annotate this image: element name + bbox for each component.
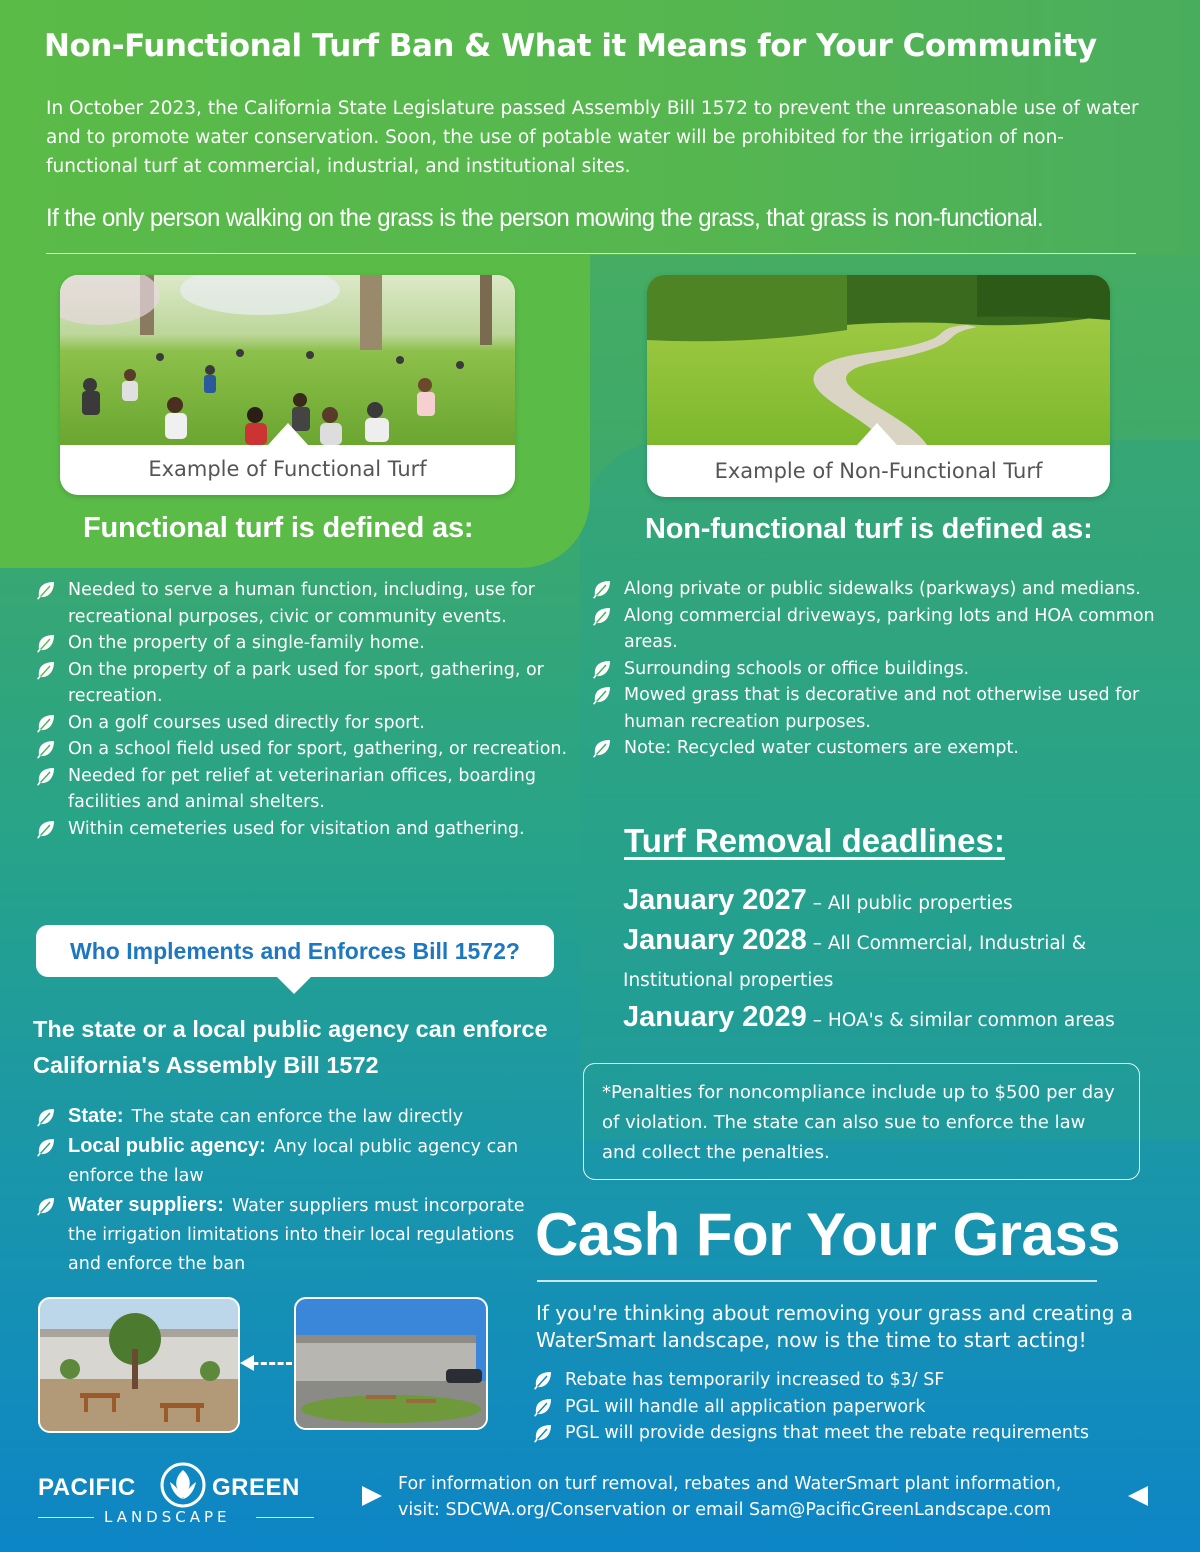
cash-divider [537,1280,1097,1282]
leaf-logo-icon [160,1462,206,1508]
logo-word-green: GREEN [212,1474,300,1501]
logo-word-pacific: PACIFIC [38,1474,136,1501]
footer-info-line1: For information on turf removal, rebates and WaterSmart plant information, [398,1474,1062,1494]
nonfunctional-turf-card [647,275,1110,497]
arrow-left-icon [240,1355,254,1371]
before-site-photo [294,1297,488,1430]
list-item: Needed to serve a human function, including, use for recreational purposes, civic or community events. [36,577,584,630]
leaf-icon [36,766,56,786]
leaf-icon [36,1137,56,1157]
list-item: Mowed grass that is decorative and not otherwise used for human recreation purposes. [592,682,1167,735]
leaf-icon [533,1423,553,1443]
page-title: Non-Functional Turf Ban & What it Means for Your Community [44,28,1097,64]
pacific-green-logo[interactable] [38,1462,318,1532]
list-item: State: The state can enforce the law directly [36,1102,536,1132]
list-item: Rebate has temporarily increased to $3/ SF [533,1367,1173,1394]
leaf-icon [592,659,612,679]
deadlines-list [623,882,1143,1039]
intro-paragraph: In October 2023, the California State Legislature passed Assembly Bill 1572 to prevent the unreasonable use of water and to promote water conservation. Soon, the use of potable water will be prohibited for the irrigation of non-functional turf at commercial, industrial, and institutional sites. [46,98,1139,177]
list-item: On a golf courses used directly for sport. [36,710,584,737]
functional-turf-photo [60,275,515,445]
footer-info-line2[interactable]: visit: SDCWA.org/Conservation or email Sam@PacificGreenLandscape.com [398,1500,1051,1520]
leaf-icon [36,633,56,653]
list-item: Along private or public sidewalks (parkways) and medians. [592,576,1167,603]
enforcement-statement: The state or a local public agency can enforce California's Assembly Bill 1572 [33,1016,548,1078]
functional-turf-card [60,275,515,495]
after-site-photo [38,1297,240,1433]
penalty-notice: *Penalties for noncompliance include up to $500 per day of violation. The state can also sue to enforce the law and collect the penalties. [583,1063,1140,1180]
enforcement-question-bubble: Who Implements and Enforces Bill 1572? [36,925,554,977]
leaf-icon [592,579,612,599]
logo-rule-left [38,1517,94,1518]
list-item: On the property of a park used for sport, gathering, or recreation. [36,657,584,710]
arrow-right-icon [362,1486,382,1506]
leaf-icon [36,1196,56,1216]
footer-info [398,1471,1128,1523]
tagline: If the only person walking on the grass is the person mowing the grass, that grass is non-functional. [46,204,1044,232]
leaf-icon [592,606,612,626]
deadline-row: January 2027 – All public properties [623,884,1013,916]
nonfunctional-turf-photo [647,275,1110,445]
functional-list [36,577,584,842]
leaf-icon [36,739,56,759]
leaf-icon [36,713,56,733]
logo-word-landscape: LANDSCAPE [104,1508,231,1526]
leaf-icon [533,1370,553,1390]
leaf-icon [533,1397,553,1417]
list-item: Note: Recycled water customers are exempt. [592,735,1167,762]
before-site-image [296,1299,486,1428]
cash-list [533,1367,1173,1447]
leaf-icon [36,580,56,600]
list-item: Within cemeteries used for visitation and gathering. [36,816,584,843]
after-site-image [40,1299,238,1431]
functional-card-notch [268,423,308,445]
leaf-icon [36,1107,56,1127]
functional-heading: Functional turf is defined as: [83,512,474,544]
nonfunctional-card-notch [857,423,897,445]
list-item: PGL will provide designs that meet the rebate requirements [533,1420,1173,1447]
list-item: Local public agency: Any local public agency can enforce the law [36,1132,536,1191]
logo-rule-right [256,1517,314,1518]
list-item: Along commercial driveways, parking lots and HOA common areas. [592,603,1167,656]
list-item: Needed for pet relief at veterinarian offices, boarding facilities and animal shelters. [36,763,584,816]
cash-paragraph: If you're thinking about removing your grass and creating a WaterSmart landscape, now is the time to start acting! [536,1301,1134,1352]
nonfunctional-list [592,576,1167,762]
list-item: Surrounding schools or office buildings. [592,656,1167,683]
deadline-row: January 2028 – All Commercial, Industrial & Institutional properties [623,924,1087,991]
deadline-row: January 2029 – HOA's & similar common areas [623,1001,1115,1033]
enforcement-list [36,1102,536,1279]
header-divider [46,253,1136,254]
arrow-left-icon [1128,1486,1148,1506]
leaf-icon [592,685,612,705]
functional-turf-caption: Example of Functional Turf [148,457,427,481]
list-item: Water suppliers: Water suppliers must incorporate the irrigation limitations into their local regulations and enforce the ban [36,1191,536,1279]
leaf-icon [592,738,612,758]
bubble-tail [276,976,312,994]
nonfunctional-turf-caption: Example of Non-Functional Turf [714,459,1043,483]
list-item: PGL will handle all application paperwork [533,1394,1173,1421]
list-item: On the property of a single-family home. [36,630,584,657]
deadlines-heading: Turf Removal deadlines: [624,822,1005,859]
cash-heading: Cash For Your Grass [535,1201,1121,1268]
list-item: On a school field used for sport, gathering, or recreation. [36,736,584,763]
leaf-icon [36,660,56,680]
nonfunctional-heading: Non-functional turf is defined as: [645,513,1093,545]
leaf-icon [36,819,56,839]
